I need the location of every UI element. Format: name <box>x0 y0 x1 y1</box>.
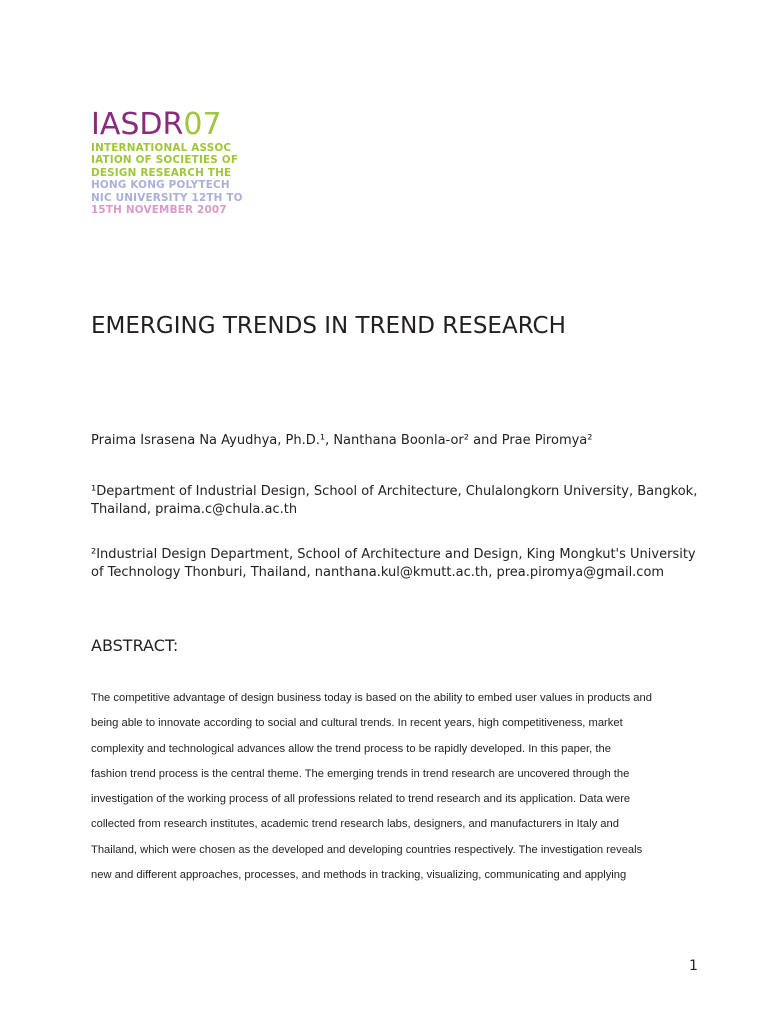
paper-title: EMERGING TRENDS IN TREND RESEARCH <box>91 313 566 339</box>
abstract-line: investigation of the working process of all professions related to trend research and its application. Data were <box>91 793 631 806</box>
abstract-line: complexity and technological advances allow the trend process to be rapidly developed. In this paper, the <box>91 742 611 755</box>
logo-line: 15TH NOVEMBER 2007 <box>91 204 227 217</box>
logo-line: HONG KONG POLYTECH <box>91 179 230 192</box>
abstract-line: fashion trend process is the central theme. The emerging trends in trend research are uncovered through the <box>91 767 630 780</box>
logo-line: DESIGN RESEARCH THE <box>91 166 232 179</box>
page-number: 1 <box>689 958 698 974</box>
author-list: Praima Israsena Na Ayudhya, Ph.D.¹, Nanthana Boonla-or² and Prae Piromya² <box>91 433 593 448</box>
affiliation-2: ²Industrial Design Department, School of Architecture and Design, King Mongkut's University of Technology Thonburi, Thailand, nanthana.kul@kmutt.ac.th, prea.piromya@gmail.com <box>91 547 696 580</box>
abstract-line: new and different approaches, processes, and methods in tracking, visualizing, communicating and applying <box>91 869 627 882</box>
abstract-line: The competitive advantage of design business today is based on the ability to embed user values in products and <box>91 692 652 704</box>
logo-line: IATION OF SOCIETIES OF <box>91 154 239 167</box>
abstract-line: Thailand, which were chosen as the developed and developing countries respectively. The investigation reveals <box>91 843 643 856</box>
logo-line: INTERNATIONAL ASSOC <box>91 142 232 154</box>
logo-wordmark <box>91 107 261 142</box>
abstract-heading: ABSTRACT: <box>91 636 179 655</box>
conference-logo <box>91 107 261 217</box>
abstract-line: collected from research institutes, academic trend research labs, designers, and manufacturers in Italy and <box>91 818 619 831</box>
logo-wordmark-iasdr: IASDR <box>91 107 184 142</box>
logo-line: NIC UNIVERSITY 12TH TO <box>91 191 243 204</box>
affiliation-1: ¹Department of Industrial Design, School of Architecture, Chulalongkorn University, Bangkok, Thailand, praima.c@chula.ac.th <box>91 484 698 517</box>
abstract-line: being able to innovate according to social and cultural trends. In recent years, high competitiveness, market <box>91 717 623 730</box>
logo-text-lines <box>91 142 261 216</box>
logo-wordmark-year: 07 <box>183 107 222 142</box>
abstract-body <box>91 686 711 888</box>
